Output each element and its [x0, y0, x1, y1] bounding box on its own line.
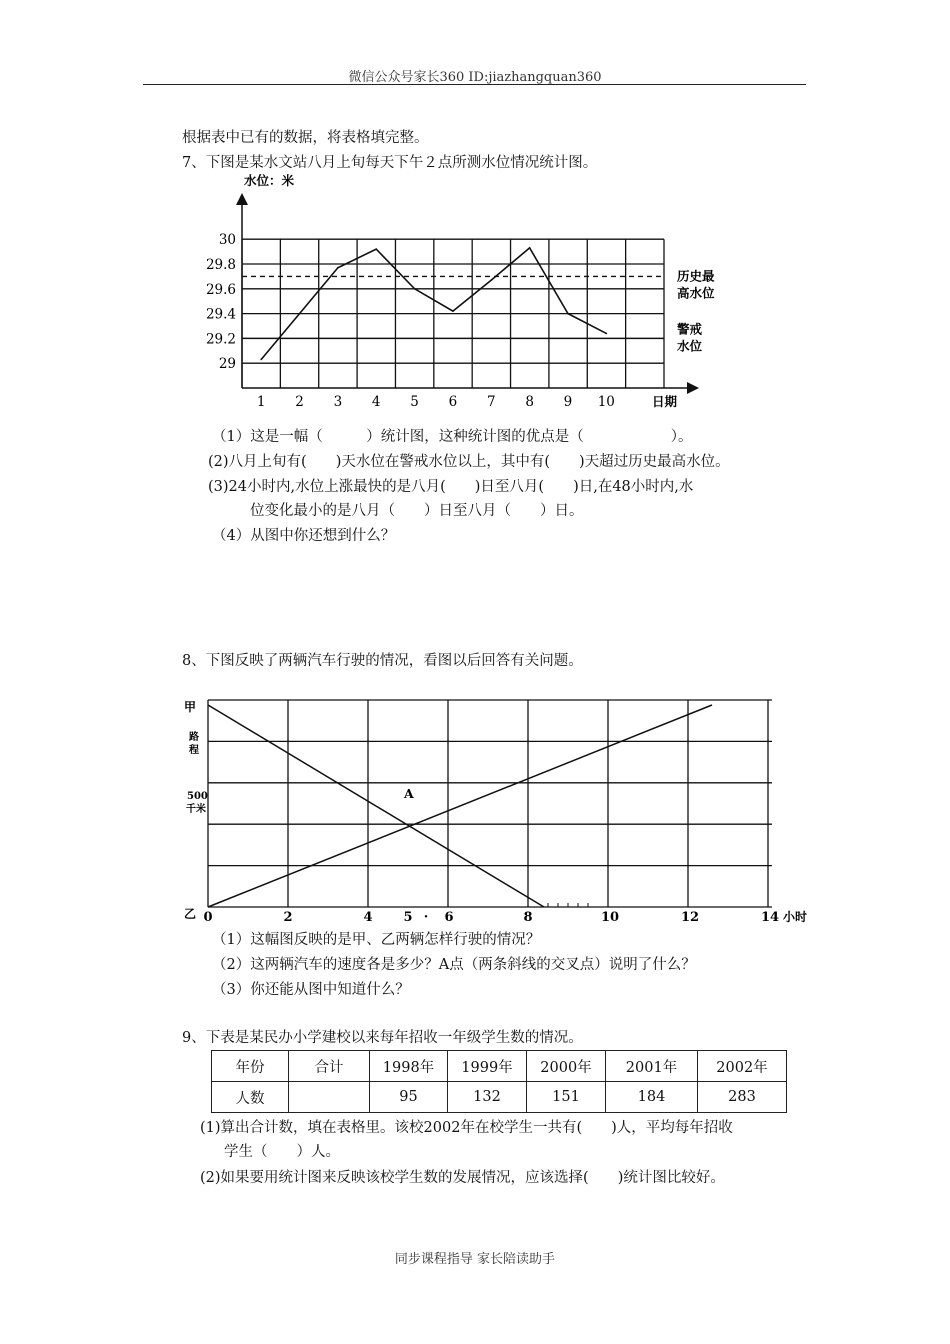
vehicle-jia-line	[208, 705, 544, 907]
y-axis-label: 程	[189, 745, 199, 756]
table-cell: 合计	[289, 1051, 370, 1082]
historic-high-label: 历史最	[677, 268, 715, 284]
q9-sub2: (2)如果要用统计图来反映该校学生数的发展情况，应该选择( )统计图比较好。	[200, 1170, 725, 1186]
table-cell: 1999年	[448, 1051, 527, 1082]
data-point	[452, 310, 454, 312]
q9-sub1a: (1)算出合计数，填在表格里。该校2002年在校学生一共有( )人，平均每年招收	[200, 1120, 733, 1136]
start-label-jia: 甲	[184, 700, 197, 714]
vehicle-distance-chart	[180, 690, 830, 930]
y-tick-label: 30	[218, 232, 236, 249]
table-cell: 95	[370, 1082, 448, 1113]
table-cell: 283	[698, 1082, 787, 1113]
q7-sub2: (2)八月上旬有( )天水位在警戒水位以上，其中有( )天超过历史最高水位。	[208, 454, 730, 470]
x-tick-label: 0	[203, 910, 213, 925]
data-point	[260, 359, 262, 361]
x-tick-label: 9	[563, 394, 573, 410]
total-input-cell[interactable]	[289, 1082, 370, 1113]
q8-sub2: （2）这两辆汽车的速度各是多少？A点（两条斜线的交叉点）说明了什么？	[212, 957, 696, 973]
x-tick-label: 5	[410, 394, 419, 410]
table-row	[212, 1082, 787, 1113]
table-cell: 184	[606, 1082, 698, 1113]
warning-label: 警戒	[677, 321, 703, 337]
table-cell: 2001年	[606, 1051, 698, 1082]
y-tick-label: 500	[187, 791, 208, 802]
table-header-row	[212, 1051, 787, 1082]
x-tick-label: 10	[600, 910, 620, 925]
water-level-chart	[200, 168, 740, 413]
q7-sub4: （4）从图中你还想到什么？	[212, 528, 396, 544]
q8-sub1: （1）这幅图反映的是甲、乙两辆怎样行驶的情况？	[212, 932, 541, 948]
y-tick-label: 29.4	[205, 306, 236, 323]
historic-high-label: 高水位	[677, 285, 715, 301]
y-axis-label: 水位：米	[244, 173, 295, 188]
page-footer: 同步课程指导 家长陪读助手	[394, 1252, 556, 1267]
x-tick-label: 7	[486, 394, 496, 410]
y-axis-label: 路	[189, 732, 199, 743]
table-cell: 151	[527, 1082, 606, 1113]
y-tick-label: 29.8	[205, 257, 236, 273]
x-tick-label: 4	[371, 394, 381, 410]
y-tick-label: 29.2	[205, 331, 236, 348]
x-tick-label: 2	[283, 910, 293, 925]
table-cell: 2000年	[527, 1051, 606, 1082]
x-tick-label: 8	[523, 910, 533, 925]
student-table	[211, 1050, 787, 1113]
x-axis-label: 日期	[652, 394, 678, 409]
x-tick-label: 1	[256, 394, 266, 410]
x-tick-label: 2	[295, 394, 304, 410]
q7-sub3a: (3)24小时内,水位上涨最快的是八月( )日至八月( )日,在48小时内,水	[208, 479, 694, 495]
table-cell: 1998年	[370, 1051, 448, 1082]
header-rule	[143, 84, 806, 85]
vehicle-yi-line	[208, 705, 712, 907]
x-axis-label: 小时	[783, 910, 808, 924]
intersection-label: A	[404, 786, 414, 801]
x-tick-label: 14	[760, 910, 780, 925]
x-tick-label: 8	[525, 394, 534, 410]
x-tick-label: ·	[423, 910, 429, 925]
q9-title: 9、下表是某民办小学建校以来每年招收一年级学生数的情况。	[182, 1030, 583, 1046]
x-tick-label: 6	[448, 394, 458, 410]
table-cell: 2002年	[698, 1051, 787, 1082]
q7-sub1: （1）这是一幅（ ）统计图，这种统计图的优点是（ ）。	[212, 429, 693, 445]
table-cell: 年份	[212, 1051, 289, 1082]
data-point	[529, 247, 531, 249]
y-tick-label: 29	[218, 356, 236, 373]
q7-title: 7、下图是某水文站八月上旬每天下午２点所测水位情况统计图。	[182, 155, 598, 171]
start-label-yi: 乙	[184, 907, 197, 921]
x-tick-label: 6	[444, 910, 454, 925]
x-tick-label: 3	[333, 394, 343, 410]
y-tick-unit: 千米	[186, 804, 206, 815]
q8-title: 8、下图反映了两辆汽车行驶的情况，看图以后回答有关问题。	[182, 653, 583, 669]
y-tick-label: 29.6	[205, 281, 236, 298]
x-tick-label: 10	[597, 394, 615, 410]
data-point	[375, 248, 377, 250]
page-header: 微信公众号家长360 ID:jiazhangquan360	[348, 70, 602, 85]
table-cell: 人数	[212, 1082, 289, 1113]
x-tick-label: 12	[680, 910, 700, 925]
q9-sub1b: 学生（ ）人。	[224, 1144, 340, 1160]
data-point	[299, 313, 301, 315]
x-tick-label: 4	[363, 910, 373, 925]
table-cell: 132	[448, 1082, 527, 1113]
q7-sub3b: 位变化最小的是八月（ ）日至八月（ ）日。	[250, 503, 584, 519]
warning-label: 水位	[677, 338, 703, 354]
data-point	[414, 288, 416, 290]
data-point	[490, 279, 492, 281]
data-point	[337, 267, 339, 269]
q8-sub3: （3）你还能从图中知道什么？	[212, 982, 410, 998]
data-point	[606, 333, 608, 335]
data-point	[567, 313, 569, 315]
intro-text: 根据表中已有的数据，将表格填完整。	[182, 130, 429, 146]
x-tick-label: 5	[403, 910, 413, 925]
